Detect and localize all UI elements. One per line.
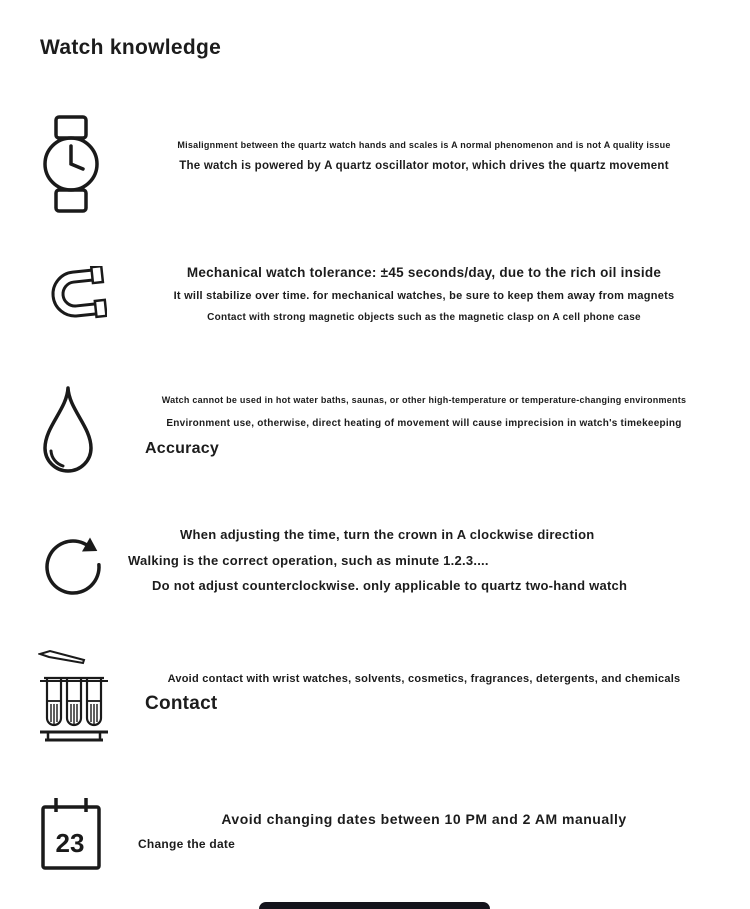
section-text [132,645,716,716]
text-line: Watch cannot be used in hot water baths, saunas, or other high-temperature or temperature-changing environments [161,395,687,405]
text-line: Contact with strong magnetic objects such as the magnetic clasp on A cell phone case [207,312,641,324]
calendar-icon [40,795,102,871]
text-line: Do not adjust counterclockwise. only applicable to quartz two-hand watch [152,578,628,594]
test-tubes-icon [38,648,110,748]
text-line: Walking is the correct operation, such as minute 1.2.3.... [128,552,489,568]
section-text [128,520,716,594]
section-text [132,383,716,458]
text-line: Avoid changing dates between 10 PM and 2 AM manually [221,811,627,827]
section-temperature-accuracy [40,383,716,458]
section-text [132,258,716,324]
clockwise-rotation-icon [42,527,108,599]
section-chemical-contact [40,645,716,716]
text-line: Avoid contact with wrist watches, solvents, cosmetics, fragrances, detergents, and chemicals [167,673,681,685]
section-label: Accuracy [145,439,220,457]
text-line: The watch is powered by A quartz oscillator motor, which drives the quartz movement [179,159,669,172]
text-line: Misalignment between the quartz watch hands and scales is A normal phenomenon and is not A quality issue [177,140,671,150]
section-text [132,110,716,174]
page-title: Watch knowledge [40,36,222,59]
text-line: Mechanical watch tolerance: ±45 seconds/day, due to the rich oil inside [186,265,662,280]
section-label: Contact [145,693,218,715]
section-quartz-movement [40,110,716,174]
section-date-change [40,790,716,858]
section-magnetism [40,258,716,324]
bottom-bar[interactable] [259,902,490,909]
text-line: It will stabilize over time. for mechanical watches, be sure to keep them away from magnets [173,290,675,303]
wristwatch-icon [42,115,100,213]
section-time-adjustment [40,520,716,594]
text-line: When adjusting the time, turn the crown in A clockwise direction [180,527,595,542]
water-drop-icon [40,385,96,481]
magnet-icon [45,266,107,322]
text-line: Environment use, otherwise, direct heating of movement will cause imprecision in watch's timekeeping [166,417,682,429]
section-label: Change the date [138,836,236,851]
section-text [132,790,716,851]
calendar-day-number: 23 [55,828,85,858]
